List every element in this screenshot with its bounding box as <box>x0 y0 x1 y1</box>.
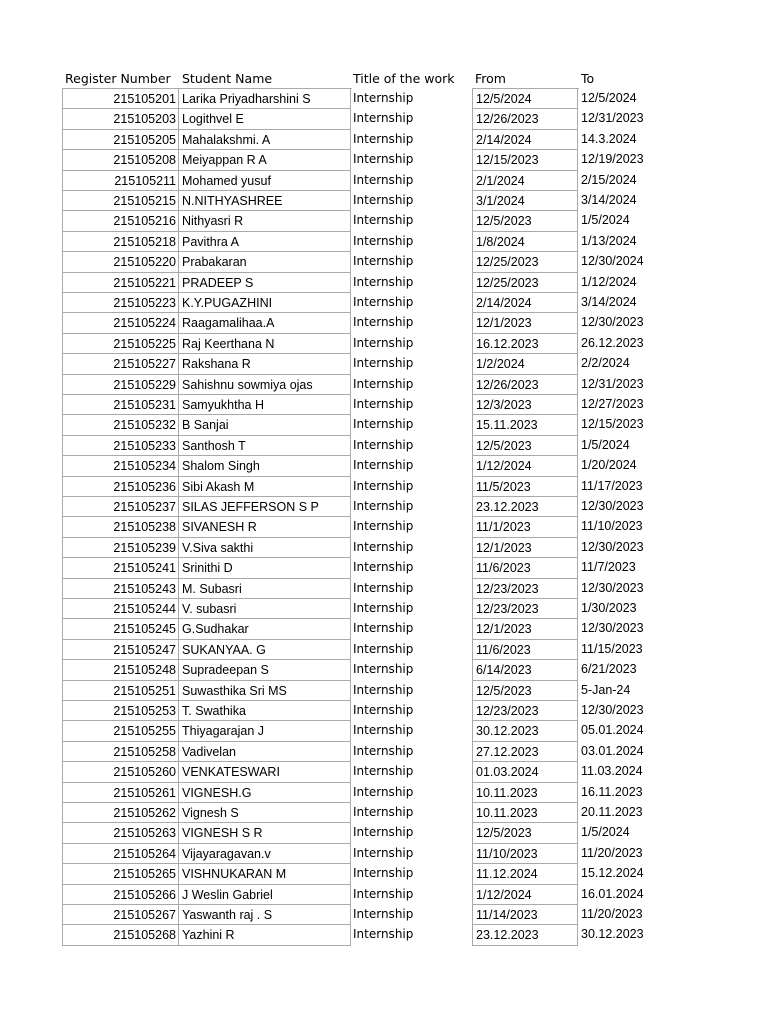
register-number-cell[interactable]: 215105241 <box>62 558 179 578</box>
student-name-cell[interactable]: Meiyappan R A <box>179 150 351 170</box>
from-date-cell[interactable]: 12/5/2023 <box>472 681 578 701</box>
student-name-cell[interactable]: B Sanjai <box>179 415 351 435</box>
title-of-work-cell[interactable]: Internship <box>353 682 414 697</box>
register-number-cell[interactable]: 215105262 <box>62 803 179 823</box>
table-row <box>0 681 768 701</box>
table-row <box>0 395 768 415</box>
from-date-cell[interactable]: 12/26/2023 <box>472 109 578 129</box>
table-row <box>0 334 768 354</box>
from-date-cell[interactable]: 12/1/2023 <box>472 538 578 558</box>
from-date-cell[interactable]: 12/25/2023 <box>472 252 578 272</box>
register-number-cell[interactable]: 215105218 <box>62 232 179 252</box>
student-name-cell[interactable]: V. subasri <box>179 599 351 619</box>
register-number-cell[interactable]: 215105224 <box>62 313 179 333</box>
register-number-cell[interactable]: 215105243 <box>62 579 179 599</box>
title-of-work-cell[interactable]: Internship <box>353 91 414 105</box>
student-name-cell[interactable]: V.Siva sakthi <box>179 538 351 558</box>
table-row <box>0 844 768 864</box>
register-number-cell[interactable]: 215105266 <box>62 885 179 905</box>
title-of-work-cell[interactable]: Internship <box>353 601 414 615</box>
to-date-cell[interactable]: 16.11.2023 <box>581 784 643 799</box>
title-of-work-cell[interactable]: Internship <box>353 437 414 452</box>
to-date-cell[interactable]: 12/30/2023 <box>581 703 644 717</box>
table-row <box>0 640 768 660</box>
student-name-cell[interactable]: Mahalakshmi. A <box>179 130 351 150</box>
student-name-cell[interactable]: VIGNESH.G <box>179 783 351 803</box>
student-name-cell[interactable]: G.Sudhakar <box>179 619 351 639</box>
title-of-work-cell[interactable]: Internship <box>353 152 414 167</box>
to-date-cell[interactable]: 12/30/2023 <box>581 621 644 636</box>
from-date-cell[interactable]: 12/23/2023 <box>472 579 578 599</box>
to-date-cell[interactable]: 12/19/2023 <box>581 152 644 167</box>
table-row <box>0 823 768 843</box>
title-of-work-cell[interactable]: Internship <box>353 519 414 534</box>
from-date-cell[interactable]: 23.12.2023 <box>472 925 578 945</box>
from-date-cell[interactable]: 12/5/2023 <box>472 823 578 843</box>
student-name-cell[interactable]: Logithvel E <box>179 109 351 129</box>
table-row <box>0 354 768 374</box>
table-row <box>0 885 768 905</box>
to-date-cell[interactable]: 3/14/2024 <box>581 295 637 309</box>
title-of-work-cell[interactable]: Internship <box>353 397 414 411</box>
register-number-cell[interactable]: 215105221 <box>62 273 179 293</box>
register-number-cell[interactable]: 215105236 <box>62 477 179 497</box>
table-row <box>0 211 768 231</box>
register-number-cell[interactable]: 215105260 <box>62 762 179 782</box>
title-of-work-cell[interactable]: Internship <box>353 927 414 942</box>
to-date-cell[interactable]: 30.12.2023 <box>581 927 644 942</box>
to-date-cell[interactable]: 2/2/2024 <box>581 356 630 371</box>
table-row <box>0 273 768 293</box>
from-date-cell[interactable]: 12/5/2024 <box>472 89 578 109</box>
register-number-cell[interactable]: 215105229 <box>62 375 179 395</box>
register-number-cell[interactable]: 215105205 <box>62 130 179 150</box>
student-name-cell[interactable]: VIGNESH S R <box>179 823 351 843</box>
register-number-cell[interactable]: 215105264 <box>62 844 179 864</box>
from-date-cell[interactable]: 27.12.2023 <box>472 742 578 762</box>
to-date-cell[interactable]: 12/15/2023 <box>581 417 644 432</box>
student-name-cell[interactable]: VISHNUKARAN M <box>179 864 351 884</box>
student-name-cell[interactable]: Vignesh S <box>179 803 351 823</box>
to-date-cell[interactable]: 1/5/2024 <box>581 825 630 840</box>
student-name-cell[interactable]: N.NITHYASHREE <box>179 191 351 211</box>
register-number-cell[interactable]: 215105239 <box>62 538 179 558</box>
title-of-work-cell[interactable]: Internship <box>353 315 414 330</box>
table-row <box>0 579 768 599</box>
table-row <box>0 517 768 537</box>
from-date-cell[interactable]: 1/12/2024 <box>472 456 578 476</box>
header-to: To <box>581 71 595 86</box>
student-name-cell[interactable]: Nithyasri R <box>179 211 351 231</box>
to-date-cell[interactable]: 14.3.2024 <box>581 131 637 146</box>
table-row <box>0 538 768 558</box>
student-name-cell[interactable]: SILAS JEFFERSON S P <box>179 497 351 517</box>
table-row <box>0 803 768 823</box>
to-date-cell[interactable]: 05.01.2024 <box>581 723 644 738</box>
student-name-cell[interactable]: Santhosh T <box>179 436 351 456</box>
title-of-work-cell[interactable]: Internship <box>353 356 414 371</box>
from-date-cell[interactable]: 11/6/2023 <box>472 558 578 578</box>
table-row <box>0 497 768 517</box>
title-of-work-cell[interactable]: Internship <box>353 193 414 207</box>
student-name-cell[interactable]: SIVANESH R <box>179 517 351 537</box>
title-of-work-cell[interactable]: Internship <box>353 295 414 309</box>
title-of-work-cell[interactable]: Internship <box>353 417 414 432</box>
table-row <box>0 701 768 721</box>
register-number-cell[interactable]: 215105253 <box>62 701 179 721</box>
register-number-cell[interactable]: 215105232 <box>62 415 179 435</box>
register-number-cell[interactable]: 215105211 <box>62 171 179 191</box>
from-date-cell[interactable]: 12/26/2023 <box>472 375 578 395</box>
to-date-cell[interactable]: 12/31/2023 <box>581 376 644 391</box>
student-name-cell[interactable]: Samyukhtha H <box>179 395 351 415</box>
student-name-cell[interactable]: Prabakaran <box>179 252 351 272</box>
register-number-cell[interactable]: 215105245 <box>62 619 179 639</box>
register-number-cell[interactable]: 215105223 <box>62 293 179 313</box>
to-date-cell[interactable]: 11/20/2023 <box>581 845 643 860</box>
title-of-work-cell[interactable]: Internship <box>353 825 414 840</box>
table-row <box>0 293 768 313</box>
to-date-cell[interactable]: 2/15/2024 <box>581 172 637 187</box>
from-date-cell[interactable]: 12/25/2023 <box>472 273 578 293</box>
table-row <box>0 150 768 170</box>
to-date-cell[interactable]: 16.01.2024 <box>581 886 644 901</box>
student-name-cell[interactable]: J Weslin Gabriel <box>179 885 351 905</box>
student-name-cell[interactable]: Vadivelan <box>179 742 351 762</box>
to-date-cell[interactable]: 11/17/2023 <box>581 478 643 493</box>
to-date-cell[interactable]: 11.03.2024 <box>581 764 643 779</box>
from-date-cell[interactable]: 12/5/2023 <box>472 211 578 231</box>
table-row <box>0 599 768 619</box>
header-title-of-work: Title of the work <box>353 71 455 86</box>
from-date-cell[interactable]: 11/14/2023 <box>472 905 578 925</box>
register-number-cell[interactable]: 215105208 <box>62 150 179 170</box>
title-of-work-cell[interactable]: Internship <box>353 335 414 350</box>
register-number-cell[interactable]: 215105237 <box>62 497 179 517</box>
from-date-cell[interactable]: 30.12.2023 <box>472 721 578 741</box>
table-row <box>0 436 768 456</box>
title-of-work-cell[interactable]: Internship <box>353 805 414 819</box>
register-number-cell[interactable]: 215105255 <box>62 721 179 741</box>
from-date-cell[interactable]: 12/1/2023 <box>472 313 578 333</box>
title-of-work-cell[interactable]: Internship <box>353 254 414 269</box>
table-row <box>0 191 768 211</box>
from-date-cell[interactable]: 10.11.2023 <box>472 803 578 823</box>
student-name-cell[interactable]: Sahishnu sowmiya ojas <box>179 375 351 395</box>
register-number-cell[interactable]: 215105238 <box>62 517 179 537</box>
to-date-cell[interactable]: 1/5/2024 <box>581 213 630 228</box>
from-date-cell[interactable]: 1/12/2024 <box>472 885 578 905</box>
from-date-cell[interactable]: 1/8/2024 <box>472 232 578 252</box>
register-number-cell[interactable]: 215105227 <box>62 354 179 374</box>
table-row <box>0 313 768 333</box>
table-row <box>0 783 768 803</box>
title-of-work-cell[interactable]: Internship <box>353 580 414 595</box>
title-of-work-cell[interactable]: Internship <box>353 845 414 860</box>
title-of-work-cell[interactable]: Internship <box>353 458 414 473</box>
student-name-cell[interactable]: K.Y.PUGAZHINI <box>179 293 351 313</box>
register-number-cell[interactable]: 215105233 <box>62 436 179 456</box>
title-of-work-cell[interactable]: Internship <box>353 662 414 677</box>
to-date-cell[interactable]: 15.12.2024 <box>581 866 644 881</box>
from-date-cell[interactable]: 12/1/2023 <box>472 619 578 639</box>
from-date-cell[interactable]: 12/5/2023 <box>472 436 578 456</box>
from-date-cell[interactable]: 11/6/2023 <box>472 640 578 660</box>
student-name-cell[interactable]: VENKATESWARI <box>179 762 351 782</box>
to-date-cell[interactable]: 5-Jan-24 <box>581 682 631 697</box>
register-number-cell[interactable]: 215105201 <box>62 89 179 109</box>
from-date-cell[interactable]: 11/10/2023 <box>472 844 578 864</box>
title-of-work-cell[interactable]: Internship <box>353 233 414 248</box>
title-of-work-cell[interactable]: Internship <box>353 478 414 493</box>
table-row <box>0 89 768 109</box>
title-of-work-cell[interactable]: Internship <box>353 764 414 779</box>
title-of-work-cell[interactable]: Internship <box>353 172 414 187</box>
title-of-work-cell[interactable]: Internship <box>353 907 414 921</box>
from-date-cell[interactable]: 12/3/2023 <box>472 395 578 415</box>
student-name-cell[interactable]: Raj Keerthana N <box>179 334 351 354</box>
to-date-cell[interactable]: 12/30/2023 <box>581 539 644 554</box>
from-date-cell[interactable]: 2/1/2024 <box>472 171 578 191</box>
student-name-cell[interactable]: M. Subasri <box>179 579 351 599</box>
register-number-cell[interactable]: 215105220 <box>62 252 179 272</box>
title-of-work-cell[interactable]: Internship <box>353 784 414 799</box>
table-row <box>0 721 768 741</box>
register-number-cell[interactable]: 215105263 <box>62 823 179 843</box>
student-name-cell[interactable]: Larika Priyadharshini S <box>179 89 351 109</box>
table-row <box>0 375 768 395</box>
table-row <box>0 415 768 435</box>
header-register-number: Register Number <box>65 71 171 86</box>
from-date-cell[interactable]: 3/1/2024 <box>472 191 578 211</box>
title-of-work-cell[interactable]: Internship <box>353 213 414 228</box>
from-date-cell[interactable]: 16.12.2023 <box>472 334 578 354</box>
table-row <box>0 109 768 129</box>
student-name-cell[interactable]: Pavithra A <box>179 232 351 252</box>
from-date-cell[interactable]: 2/14/2024 <box>472 130 578 150</box>
to-date-cell[interactable]: 12/5/2024 <box>581 91 637 105</box>
table-row <box>0 456 768 476</box>
student-name-cell[interactable]: Yaswanth raj . S <box>179 905 351 925</box>
to-date-cell[interactable]: 03.01.2024 <box>581 743 644 758</box>
register-number-cell[interactable]: 215105247 <box>62 640 179 660</box>
title-of-work-cell[interactable]: Internship <box>353 743 414 758</box>
to-date-cell[interactable]: 1/20/2024 <box>581 458 637 473</box>
student-name-cell[interactable]: Shalom Singh <box>179 456 351 476</box>
table-row <box>0 742 768 762</box>
from-date-cell[interactable]: 10.11.2023 <box>472 783 578 803</box>
from-date-cell[interactable]: 12/23/2023 <box>472 599 578 619</box>
to-date-cell[interactable]: 11/10/2023 <box>581 519 643 534</box>
to-date-cell[interactable]: 6/21/2023 <box>581 662 637 677</box>
title-of-work-cell[interactable]: Internship <box>353 621 414 636</box>
register-number-cell[interactable]: 215105251 <box>62 681 179 701</box>
register-number-cell[interactable]: 215105231 <box>62 395 179 415</box>
to-date-cell[interactable]: 3/14/2024 <box>581 193 637 207</box>
from-date-cell[interactable]: 2/14/2024 <box>472 293 578 313</box>
table-row <box>0 130 768 150</box>
to-date-cell[interactable]: 12/30/2023 <box>581 315 644 330</box>
student-name-cell[interactable]: Rakshana R <box>179 354 351 374</box>
from-date-cell[interactable]: 01.03.2024 <box>472 762 578 782</box>
to-date-cell[interactable]: 20.11.2023 <box>581 805 643 819</box>
from-date-cell[interactable]: 11.12.2024 <box>472 864 578 884</box>
register-number-cell[interactable]: 215105225 <box>62 334 179 354</box>
student-name-cell[interactable]: Yazhini R <box>179 925 351 945</box>
student-name-cell[interactable]: Thiyagarajan J <box>179 721 351 741</box>
from-date-cell[interactable]: 6/14/2023 <box>472 660 578 680</box>
to-date-cell[interactable]: 11/15/2023 <box>581 641 643 656</box>
table-row <box>0 660 768 680</box>
title-of-work-cell[interactable]: Internship <box>353 703 414 717</box>
title-of-work-cell[interactable]: Internship <box>353 131 414 146</box>
to-date-cell[interactable]: 12/31/2023 <box>581 111 644 126</box>
title-of-work-cell[interactable]: Internship <box>353 641 414 656</box>
title-of-work-cell[interactable]: Internship <box>353 111 414 126</box>
to-date-cell[interactable]: 11/20/2023 <box>581 907 643 921</box>
student-name-cell[interactable]: Supradeepan S <box>179 660 351 680</box>
to-date-cell[interactable]: 1/12/2024 <box>581 274 637 289</box>
register-number-cell[interactable]: 215105216 <box>62 211 179 231</box>
from-date-cell[interactable]: 1/2/2024 <box>472 354 578 374</box>
title-of-work-cell[interactable]: Internship <box>353 886 414 901</box>
header-from: From <box>475 71 506 86</box>
register-number-cell[interactable]: 215105244 <box>62 599 179 619</box>
from-date-cell[interactable]: 12/15/2023 <box>472 150 578 170</box>
title-of-work-cell[interactable]: Internship <box>353 274 414 289</box>
title-of-work-cell[interactable]: Internship <box>353 376 414 391</box>
student-name-cell[interactable]: Raagamalihaa.A <box>179 313 351 333</box>
table-row <box>0 762 768 782</box>
to-date-cell[interactable]: 12/27/2023 <box>581 397 644 411</box>
student-name-cell[interactable]: PRADEEP S <box>179 273 351 293</box>
table-row <box>0 252 768 272</box>
table-row <box>0 558 768 578</box>
table-row <box>0 477 768 497</box>
table-row <box>0 864 768 884</box>
table-row <box>0 232 768 252</box>
register-number-cell[interactable]: 215105248 <box>62 660 179 680</box>
title-of-work-cell[interactable]: Internship <box>353 866 414 881</box>
register-number-cell[interactable]: 215105268 <box>62 925 179 945</box>
title-of-work-cell[interactable]: Internship <box>353 723 414 738</box>
to-date-cell[interactable]: 12/30/2023 <box>581 499 644 513</box>
from-date-cell[interactable]: 15.11.2023 <box>472 415 578 435</box>
to-date-cell[interactable]: 1/30/2023 <box>581 601 637 615</box>
register-number-cell[interactable]: 215105265 <box>62 864 179 884</box>
from-date-cell[interactable]: 23.12.2023 <box>472 497 578 517</box>
register-number-cell[interactable]: 215105267 <box>62 905 179 925</box>
table-row <box>0 905 768 925</box>
student-name-cell[interactable]: Srinithi D <box>179 558 351 578</box>
student-name-cell[interactable]: T. Swathika <box>179 701 351 721</box>
from-date-cell[interactable]: 11/5/2023 <box>472 477 578 497</box>
student-name-cell[interactable]: SUKANYAA. G <box>179 640 351 660</box>
register-number-cell[interactable]: 215105258 <box>62 742 179 762</box>
table-row <box>0 925 768 945</box>
title-of-work-cell[interactable]: Internship <box>353 560 414 575</box>
to-date-cell[interactable]: 1/5/2024 <box>581 437 630 452</box>
student-name-cell[interactable]: Sibi Akash M <box>179 477 351 497</box>
title-of-work-cell[interactable]: Internship <box>353 539 414 554</box>
from-date-cell[interactable]: 11/1/2023 <box>472 517 578 537</box>
header-student-name: Student Name <box>182 71 273 86</box>
to-date-cell[interactable]: 11/7/2023 <box>581 560 636 575</box>
title-of-work-cell[interactable]: Internship <box>353 499 414 513</box>
to-date-cell[interactable]: 1/13/2024 <box>581 233 637 248</box>
to-date-cell[interactable]: 12/30/2023 <box>581 580 644 595</box>
student-name-cell[interactable]: Suwasthika Sri MS <box>179 681 351 701</box>
table-row <box>0 171 768 191</box>
student-name-cell[interactable]: Vijayaragavan.v <box>179 844 351 864</box>
register-number-cell[interactable]: 215105215 <box>62 191 179 211</box>
register-number-cell[interactable]: 215105261 <box>62 783 179 803</box>
student-name-cell[interactable]: Mohamed yusuf <box>179 171 351 191</box>
to-date-cell[interactable]: 12/30/2024 <box>581 254 644 269</box>
to-date-cell[interactable]: 26.12.2023 <box>581 335 644 350</box>
register-number-cell[interactable]: 215105234 <box>62 456 179 476</box>
register-number-cell[interactable]: 215105203 <box>62 109 179 129</box>
table-row <box>0 619 768 639</box>
from-date-cell[interactable]: 12/23/2023 <box>472 701 578 721</box>
